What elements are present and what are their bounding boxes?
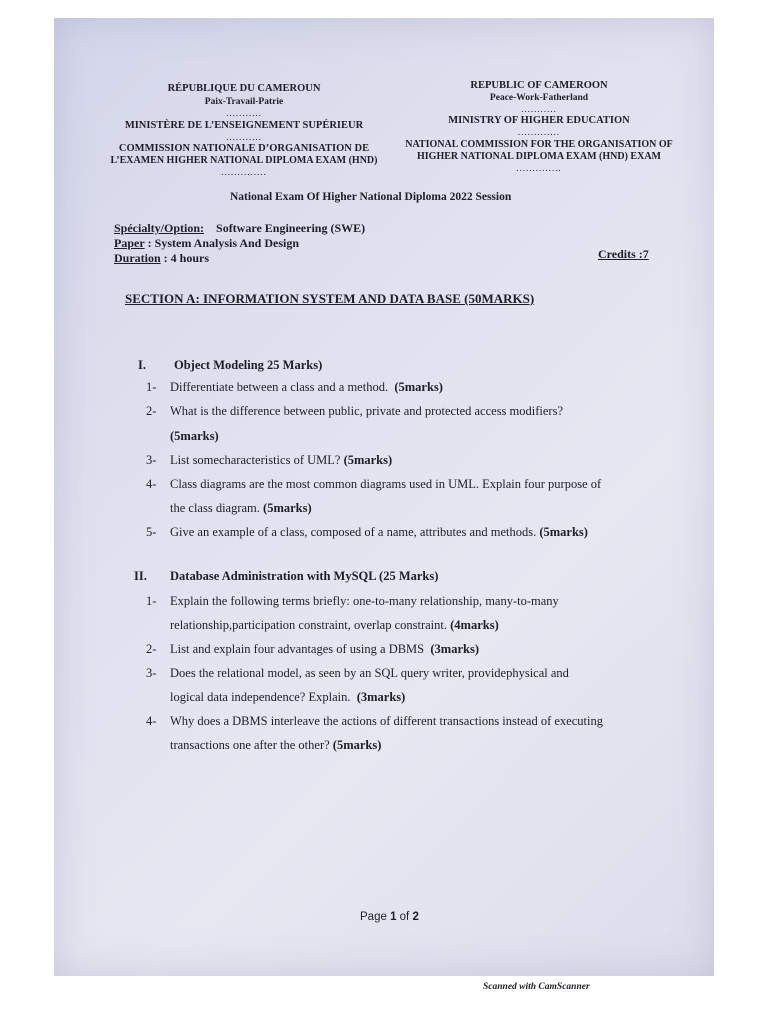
header-right-dots-3: ..............: [516, 163, 562, 173]
credits: [598, 247, 649, 262]
header-right-ministry: MINISTRY OF HIGHER EDUCATION: [448, 115, 630, 126]
header-left-dots-3: ..............: [221, 167, 267, 177]
credits-value: Credits :7: [598, 247, 649, 261]
section-title: SECTION A: INFORMATION SYSTEM AND DATA BASE (50MARKS): [125, 291, 535, 306]
duration-value: : 4 hours: [163, 251, 210, 265]
question-2-1-cont: relationship,participation constraint, overlap constraint. (4marks): [170, 618, 499, 632]
header-left-dots-2: ...........: [226, 132, 262, 142]
header-right-commission-2: HIGHER NATIONAL DIPLOMA EXAM (HND) EXAM: [417, 151, 661, 162]
specialty-row: [114, 221, 365, 236]
question-1-2-marks: (5marks): [170, 429, 219, 443]
header-left-dots-1: ...........: [226, 108, 262, 118]
question-1-3: 3- List somecharacteristics of UML? (5marks): [146, 453, 393, 467]
part-1-heading: [138, 358, 322, 373]
question-1-5: 5- Give an example of a class, composed of a name, attributes and methods. (5marks): [146, 525, 588, 539]
header-left-country: RÉPUBLIQUE DU CAMEROUN: [167, 83, 321, 94]
part-2-title: Database Administration with MySQL (25 Marks): [170, 569, 439, 583]
part-2-heading: [134, 569, 438, 584]
question-2-3-cont: logical data independence? Explain. (3marks): [170, 690, 406, 704]
part-2-roman: II.: [134, 569, 147, 583]
question-1-2: 2- What is the difference between public, private and protected access modifiers?: [146, 404, 563, 418]
duration-label: Duration: [114, 251, 161, 265]
question-2-2: 2- List and explain four advantages of using a DBMS (3marks): [146, 642, 479, 656]
paper-value: : System Analysis And Design: [147, 236, 300, 250]
exam-paper: [54, 18, 714, 976]
header-left-ministry: MINISTÈRE DE L’ENSEIGNEMENT SUPÉRIEUR: [124, 120, 364, 131]
question-2-4-cont: transactions one after the other? (5marks): [170, 738, 382, 752]
paper-label: Paper: [114, 236, 145, 250]
header-right-dots-2: .............: [517, 127, 561, 137]
part-1-title: Object Modeling 25 Marks): [174, 358, 323, 372]
header-left-commission-2: L’EXAMEN HIGHER NATIONAL DIPLOMA EXAM (HND): [110, 155, 378, 166]
scanned-watermark: Scanned with CamScanner: [483, 982, 590, 992]
question-2-4: 4- Why does a DBMS interleave the actions of different transactions instead of executing: [146, 714, 603, 728]
paper-row: [114, 236, 299, 251]
question-1-4-cont: the class diagram. (5marks): [170, 501, 312, 515]
specialty-label: Spécialty/Option:: [114, 221, 205, 235]
header-right-commission-1: NATIONAL COMMISSION FOR THE ORGANISATION OF: [405, 139, 673, 150]
question-2-1: 1- Explain the following terms briefly: one-to-many relationship, many-to-many: [146, 594, 559, 608]
question-2-3: 3- Does the relational model, as seen by an SQL query writer, providephysical and: [146, 666, 569, 680]
specialty-value: Software Engineering (SWE): [216, 221, 366, 235]
question-1-1: 1- Differentiate between a class and a method. (5marks): [146, 380, 443, 394]
part-1-roman: I.: [138, 358, 146, 372]
page-number: Page 1 of 2: [360, 911, 419, 923]
header-left-motto: Paix-Travail-Patrie: [204, 97, 284, 107]
exam-title: National Exam Of Higher National Diploma 2022 Session: [230, 191, 512, 203]
header-right-country: REPUBLIC OF CAMEROON: [470, 80, 608, 91]
header-right-dots-1: ...........: [521, 104, 557, 114]
duration-row: [114, 251, 209, 266]
header-left-commission-1: COMMISSION NATIONALE D’ORGANISATION DE: [118, 143, 370, 154]
question-1-4: 4- Class diagrams are the most common diagrams used in UML. Explain four purpose of: [146, 477, 602, 491]
header-right-motto: Peace-Work-Fatherland: [489, 93, 589, 103]
